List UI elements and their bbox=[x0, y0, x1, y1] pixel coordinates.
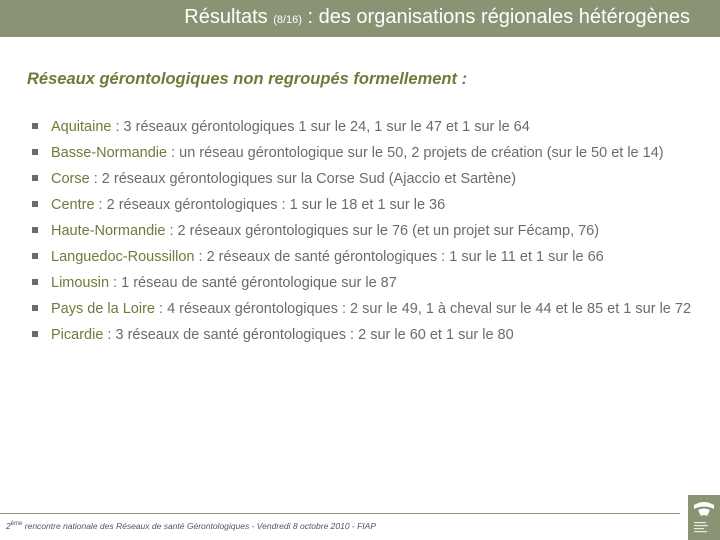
region-detail: : 3 réseaux de santé gérontologiques : 2 sur le 60 et 1 sur le 80 bbox=[103, 327, 514, 343]
region-name: Haute-Normandie bbox=[51, 223, 166, 239]
region-detail: : 4 réseaux gérontologiques : 2 sur le 49, 1 à cheval sur le 44 et le 85 et 1 sur le 72 bbox=[154, 301, 692, 317]
footer-divider bbox=[0, 513, 680, 514]
footer-ordinal-sup: ème bbox=[10, 521, 23, 528]
list-item bbox=[31, 247, 691, 267]
square-bullet-icon bbox=[32, 123, 38, 129]
region-name: Centre bbox=[51, 197, 95, 213]
region-name: Aquitaine bbox=[51, 119, 112, 135]
square-bullet-icon bbox=[32, 305, 38, 311]
square-bullet-icon bbox=[32, 175, 38, 181]
list-item bbox=[31, 143, 691, 163]
list-item bbox=[31, 273, 691, 293]
title-rest: : des organisations régionales hétérogènes bbox=[301, 6, 690, 28]
list-item bbox=[31, 325, 691, 345]
square-bullet-icon bbox=[32, 201, 38, 207]
region-detail: : 3 réseaux gérontologiques 1 sur le 24, 1 sur le 47 et 1 sur le 64 bbox=[111, 119, 530, 135]
list-item bbox=[31, 195, 691, 215]
list-item bbox=[31, 117, 691, 137]
region-detail: : un réseau gérontologique sur le 50, 2 projets de création (sur le 50 et le 14) bbox=[167, 145, 664, 161]
list-item bbox=[31, 169, 691, 189]
region-detail: : 1 réseau de santé gérontologique sur le 87 bbox=[109, 275, 397, 291]
region-name: Languedoc-Roussillon bbox=[51, 249, 195, 265]
region-list bbox=[31, 117, 691, 351]
square-bullet-icon bbox=[32, 331, 38, 337]
region-detail: : 2 réseaux gérontologiques sur le 76 (et un projet sur Fécamp, 76) bbox=[165, 223, 600, 239]
header-bar bbox=[0, 0, 720, 37]
square-bullet-icon bbox=[32, 149, 38, 155]
title-counter: (8/16) bbox=[273, 14, 302, 26]
square-bullet-icon bbox=[32, 227, 38, 233]
title-main: Résultats bbox=[184, 6, 274, 28]
list-item bbox=[31, 299, 691, 319]
region-detail: : 2 réseaux gérontologiques : 1 sur le 18 et 1 sur le 36 bbox=[94, 197, 446, 213]
region-detail: : 2 réseaux de santé gérontologiques : 1 sur le 11 et 1 sur le 66 bbox=[194, 249, 604, 265]
footer-text bbox=[6, 521, 376, 531]
slide-title bbox=[184, 6, 690, 29]
region-name: Corse bbox=[51, 171, 90, 187]
region-detail: : 2 réseaux gérontologiques sur la Corse Sud (Ajaccio et Sartène) bbox=[89, 171, 517, 187]
footer-ordinal: 2 bbox=[6, 521, 11, 531]
organization-logo-icon bbox=[688, 495, 720, 540]
region-name: Picardie bbox=[51, 327, 104, 343]
region-name: Limousin bbox=[51, 275, 110, 291]
list-item bbox=[31, 221, 691, 241]
section-subtitle: Réseaux gérontologiques non regroupés formellement : bbox=[27, 70, 468, 88]
footer-caption: rencontre nationale des Réseaux de santé Gérontologiques - Vendredi 8 octobre 2010 - FIAP bbox=[22, 521, 377, 531]
region-name: Pays de la Loire bbox=[51, 301, 155, 317]
region-name: Basse-Normandie bbox=[51, 145, 168, 161]
square-bullet-icon bbox=[32, 279, 38, 285]
square-bullet-icon bbox=[32, 253, 38, 259]
